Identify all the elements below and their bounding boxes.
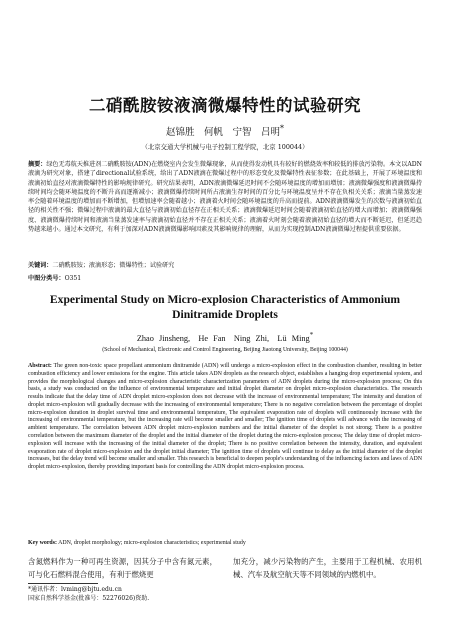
corresponding-mark: * — [280, 124, 284, 133]
english-title — [28, 293, 422, 322]
chinese-authors — [0, 124, 450, 138]
chinese-classification — [28, 273, 422, 282]
footnote-corresponding-author: *通讯作者：lvming@bjtu.edu.cn — [28, 586, 122, 593]
classification-code: O351 — [64, 275, 82, 282]
footnote-divider — [28, 583, 98, 584]
chinese-abstract — [28, 160, 422, 234]
english-keywords-text: ADN, droplet morphology; micro-explosion characteristics; experimental study — [58, 540, 246, 546]
english-abstract-text: The green non-toxic space propellant ammonium dinitramide (ADN) will undergo a micro-explosion effect in the combustion chamber, resulting in better combustion efficiency and lower emissions for the engine. This article takes ADN droplets as the research object, establishes a hanging drop experimental system, and provides the morphological changes and micro-explosion characteristic characterization parameters of ADN droplets during the micro-explosion process; On this basis, a study was conducted on the influence of environmental temperature and initial droplet diameter on droplet micro-explosion characteristics. The research results indicate that the delay time of ADN droplet micro-explosion does not decrease with the increase of environmental temperature; The intensity and duration of droplet micro-explosion will gradually decrease with the increasing of environmental temperature; There is no negative correlation between the percentage of droplet micro-explosion duration in droplet survival time and environmental temperature, The equivalent evaporation rate of droplets will continuously increase with the increasing of environmental temperature, but the increasing rate will become smaller and smaller; The ignition time of droplets will advance with the increasing of ambient temperature. The correlation between ADN droplet micro-explosion numbers and the initial diameter of the droplet is not strong; There is a positive correlation between the maximum diameter of the droplet and the initial diameter of the droplet during the micro-explosion process; The delay time of droplet micro-explosion will increase with the increasing of the initial diameter of the droplet; There is no positive correlation between the intensity, duration, and equivalent evaporation rate of droplet micro-explosion and the droplet initial diameter; The ignition time of droplets will continue to delay as the initial diameter of the droplet increases, but the delay trend will become smaller and smaller. This research is beneficial to deepen people's understanding of the influencing factors and laws of ADN droplet micro-explosion, thereby providing important basis for controlling the ADN droplet micro-explosion process. — [28, 363, 422, 471]
english-affiliation: (School of Mechanical, Electronic and Control Engineering, Beijing Jiaotong University, Beijing 100044) — [102, 347, 348, 353]
chinese-keywords — [28, 260, 422, 269]
classification-label: 中图分类号： — [28, 275, 65, 282]
english-keywords — [28, 540, 422, 546]
chinese-title: 二硝酰胺铵液滴微爆特性的试验研究 — [89, 96, 361, 115]
footnote-funding: 国家自然科学基金(批准号：52276026)资助. — [28, 595, 150, 602]
chinese-keywords-label: 关键词： — [28, 262, 53, 269]
body-column-right: 加充分，减少污染物的产生，主要用于工程机械、农用机械、汽车及航空航天等不同领域的内燃机中。 — [233, 557, 422, 579]
english-keywords-label: Key words: — [28, 540, 57, 546]
chinese-affiliation: （北京交通大学机械与电子控制工程学院，北京 100044） — [141, 143, 309, 151]
english-abstract-label: Abstract: — [28, 363, 52, 369]
chinese-author-names: 赵锦胜 何帆 宁智 吕明 — [166, 127, 281, 139]
english-title-line2: Dinitramide Droplets — [172, 307, 278, 321]
english-corresponding-mark: * — [309, 332, 314, 340]
english-author-names: Zhao Jinsheng, He Fan Ning Zhi, Lü Ming — [136, 334, 310, 343]
chinese-keywords-text: 二硝酰胺铵；液滴形态；微爆特性；试验研究 — [52, 262, 175, 269]
english-authors — [0, 332, 450, 344]
body-column-left: 含氮燃料作为一种可再生资源，因其分子中含有氮元素，可与化石燃料混合使用，有利于燃烧更 — [28, 557, 217, 579]
english-title-line1: Experimental Study on Micro-explosion Characteristics of Ammonium — [49, 293, 401, 306]
chinese-abstract-text: 绿色无毒航天推进剂二硝酰胺铵(ADN)在燃烧室内会发生微爆现象，从而使得发动机具有较好的燃烧效率和较低的排放污染物。本文以ADN液滴为研究对象，搭建了directional试验系统，给出了ADN液滴在微爆过程中的形态变化及微爆特性表征参数；在此基础上，开展了环境温度和液滴初始直径对液滴微爆特性的影响规律研究。研究结果表明，ADN液滴微爆延迟时间不会随环境温度的增加而增加；液滴微爆强度和液滴微爆持续时间均会随环境温度的不断升高而逐渐减小；液滴微爆持续时间所占液滴生存时间的百分比与环境温度呈并不存在负相关关系；液滴当量蒸发速率会随着环境温度的增加而不断增加，但增加速率会随着越小；液滴着火时间会随环境温度的升高而提前。ADN液滴微爆发生的次数与液滴初始直径的相关性不强；微爆过程中液滴的最大直径与液滴初始直径存在正相关关系；液滴微爆延迟时间会随着液滴初始直径的增大而增加；液滴微爆强度、液滴微爆持续时间和液滴当量蒸发速率与液滴初始直径并不存在正相关关系；液滴着火时刻会随着液滴初始直径的增大而不断延迟，但延迟趋势越来越小。通过本文研究，有利于加深对ADN液滴微爆影响因素及其影响规律的理解，从而为实现控制ADN液滴微爆过程提供重要依据。 — [28, 161, 422, 234]
chinese-abstract-label: 摘要： — [28, 161, 47, 168]
english-abstract — [28, 363, 422, 472]
